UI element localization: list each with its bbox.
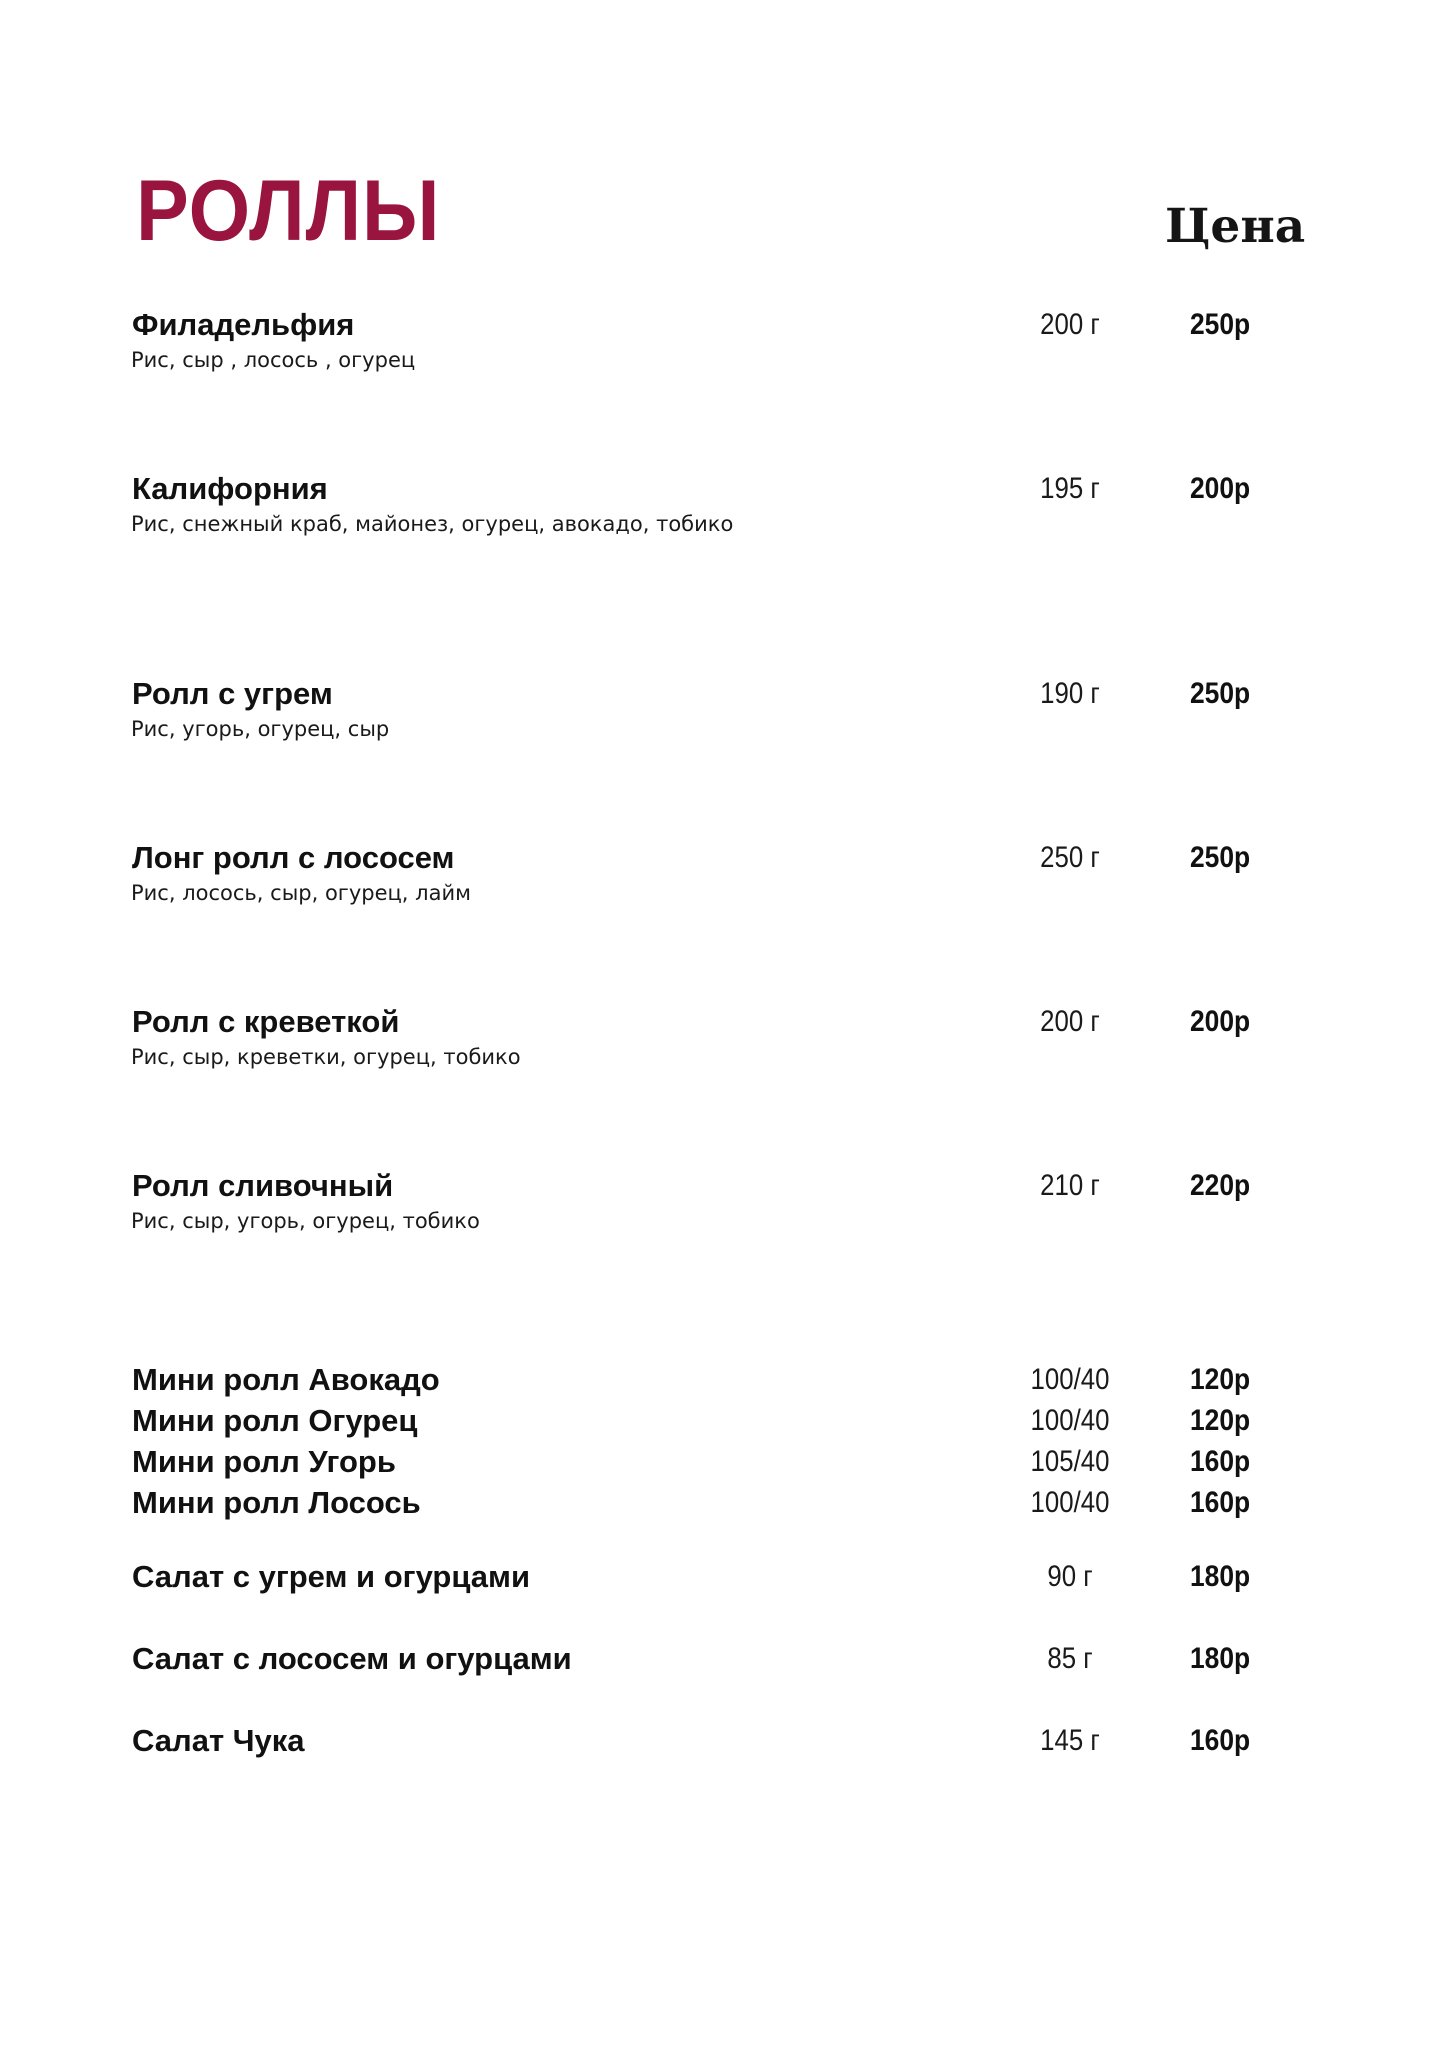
- item-weight: 90 г: [1047, 1560, 1093, 1593]
- item-price: 180р: [1190, 1642, 1251, 1675]
- item-description: Рис, сыр, угорь, огурец, тобико: [131, 1209, 480, 1233]
- item-price: 250р: [1190, 308, 1251, 341]
- item-name: Ролл сливочный: [132, 1168, 394, 1203]
- item-price: 160р: [1190, 1445, 1251, 1478]
- item-weight: 190 г: [1040, 677, 1100, 710]
- item-name: Калифорния: [132, 471, 328, 506]
- item-weight: 85 г: [1047, 1642, 1093, 1675]
- menu-title: РОЛЛЫ: [136, 163, 441, 259]
- item-name: Мини ролл Огурец: [132, 1403, 418, 1438]
- item-price: 250р: [1190, 841, 1251, 874]
- item-description: Рис, лосось, сыр, огурец, лайм: [131, 881, 471, 905]
- item-description: Рис, угорь, огурец, сыр: [131, 717, 390, 741]
- item-price: 220р: [1190, 1169, 1251, 1202]
- item-weight: 200 г: [1040, 308, 1100, 341]
- item-name: Мини ролл Авокадо: [132, 1362, 440, 1397]
- item-name: Ролл с угрем: [132, 676, 333, 711]
- item-name: Филадельфия: [132, 307, 355, 342]
- item-price: 200р: [1190, 472, 1251, 505]
- item-price: 200р: [1190, 1005, 1251, 1038]
- item-name: Салат с угрем и огурцами: [132, 1559, 531, 1594]
- item-weight: 145 г: [1040, 1724, 1100, 1757]
- item-price: 250р: [1190, 677, 1251, 710]
- item-name: Лонг ролл с лососем: [132, 840, 455, 875]
- item-description: Рис, сыр , лосось , огурец: [131, 348, 416, 372]
- item-price: 160р: [1190, 1724, 1251, 1757]
- item-name: Ролл с креветкой: [132, 1004, 400, 1039]
- item-name: Салат с лососем и огурцами: [132, 1641, 572, 1676]
- item-weight: 100/40: [1030, 1486, 1110, 1519]
- item-description: Рис, сыр, креветки, огурец, тобико: [131, 1045, 521, 1069]
- item-weight: 195 г: [1040, 472, 1100, 505]
- item-price: 120р: [1190, 1363, 1251, 1396]
- item-name: Мини ролл Угорь: [132, 1444, 396, 1479]
- item-price: 120р: [1190, 1404, 1251, 1437]
- item-price: 180р: [1190, 1560, 1251, 1593]
- item-weight: 250 г: [1040, 841, 1100, 874]
- item-price: 160р: [1190, 1486, 1251, 1519]
- item-name: Салат Чука: [132, 1723, 305, 1758]
- item-weight: 100/40: [1030, 1404, 1110, 1437]
- item-weight: 100/40: [1030, 1363, 1110, 1396]
- item-description: Рис, снежный краб, майонез, огурец, авокадо, тобико: [131, 512, 734, 536]
- item-weight: 105/40: [1030, 1445, 1110, 1478]
- price-column-header: Цена: [1165, 199, 1306, 254]
- item-weight: 210 г: [1040, 1169, 1100, 1202]
- item-name: Мини ролл Лосось: [132, 1485, 421, 1520]
- item-weight: 200 г: [1040, 1005, 1100, 1038]
